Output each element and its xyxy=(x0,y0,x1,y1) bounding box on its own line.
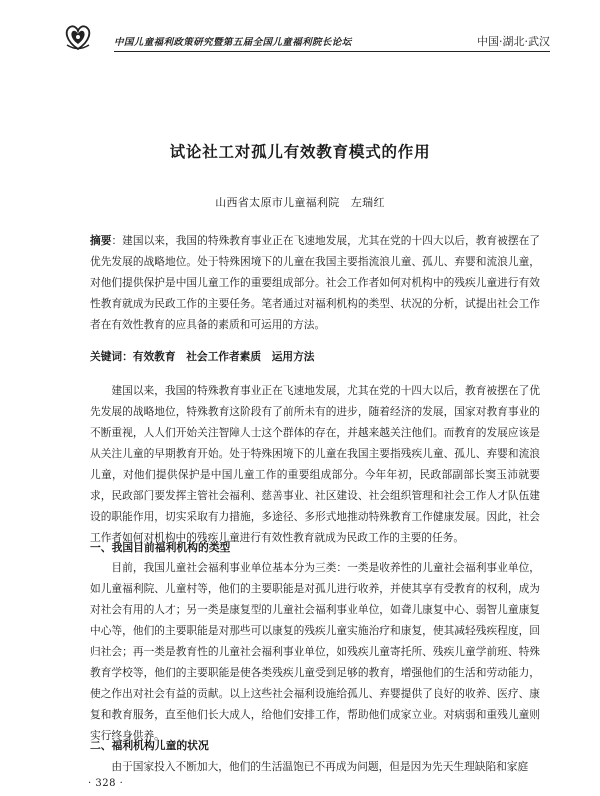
section-2-paragraph: 由于国家投入不断加大，他们的生活温饱已不再成为问题，但是因为先天生理缺陷和家庭 xyxy=(111,760,529,773)
header-forum-name: 中国儿童福利政策研究暨第五届全国儿童福利院长论坛 xyxy=(114,37,352,48)
author-line: 山西省太原市儿童福利院 左瑞红 xyxy=(215,196,385,209)
keywords-text: ：有效教育 社会工作者素质 运用方法 xyxy=(122,350,315,363)
section-1-paragraph: 目前，我国儿童社会福利事业单位基本分为三类：一类是收养性的儿童社会福利事业单位，如儿童福利院、儿童村等，他们的主要职能是对孤儿进行收养，并使其享有受教育的权利，成为对社会有用的人才；另一类是康复型的儿童社会福利事业单位，如聋儿康复中心、弱智儿童康复中心等，他们的主要职能是对那些可以康复的残疾儿童实施治疗和康复，使其减轻残疾程度，回归社会；再一类是教育性的儿童社会福利事业单位，如残疾儿童寄托所、残疾儿童学前班、特殊教育学校等，他们的主要职能是使各类残疾儿童受到足够的教育，增强他们的生活和劳动能力，使之作出对社会有益的贡献。以上这些社会福利设施给孤儿、弃婴提供了良好的收养、医疗、康复和教育服务，直至他们长大成人，给他们安排工作，帮助他们成家立业。对病弱和重残儿童则实行终身供养。 xyxy=(90,561,540,742)
article-title: 试论社工对孤儿有效教育模式的作用 xyxy=(169,142,431,161)
abstract-label: 摘要 xyxy=(90,234,112,247)
intro-paragraph: 建国以来，我国的特殊教育事业正在飞速地发展，尤其在党的十四大以后，教育被摆在了优先发展的战略地位，特殊教育这阶段有了前所未有的进步，随着经济的发展，国家对教育事业的不断重视，人人们开始关注智障人士这个群体的存在，并越来越关注他们。而教育的发展应该是从关注儿童的早期教育开始。处于特殊困境下的儿童在我国主要指残疾儿童、孤儿、弃婴和流浪儿童，对他们提供保护是中国儿童工作的重要组成部分。今年年初，民政部副部长窦玉沛就要求，民政部门要发挥主管社会福利、慈善事业、社区建设、社会组织管理和社会工作人才队伍建设的职能作用，切实采取有力措施，多途径、多形式地推动特殊教育工作健康发展。因此，社会工作者如何对机构中的残疾儿童进行有效性教育就成为民政工作的主要的任务。 xyxy=(90,384,540,544)
abstract-text: ：建国以来，我国的特殊教育事业正在飞速地发展，尤其在党的十四大以后，教育被摆在了优先发展的战略地位。处于特殊困境下的儿童在我国主要指流浪儿童、孤儿、弃婴和流浪儿童，对他们提供保护是中国儿童工作的重要组成部分。社会工作者如何对机构中的残疾儿童进行有效性教育就成为民政工作的主要任务。笔者通过对福利机构的类型、状况的分析，试提出社会工作者在有效性教育的应具备的素质和可运用的方法。 xyxy=(90,234,540,331)
keywords xyxy=(90,346,540,367)
running-header xyxy=(68,26,550,56)
page-number: · 328 · xyxy=(88,778,124,789)
section-heading-2: 二、福利机构儿童的状况 xyxy=(90,739,209,752)
forum-logo-icon xyxy=(62,22,94,52)
header-location: 中国·湖北·武汉 xyxy=(477,35,550,48)
keywords-label: 关键词 xyxy=(90,350,123,363)
header-divider xyxy=(114,51,550,52)
abstract xyxy=(90,230,540,335)
section-heading-1: 一、我国目前福利机构的类型 xyxy=(90,541,231,554)
